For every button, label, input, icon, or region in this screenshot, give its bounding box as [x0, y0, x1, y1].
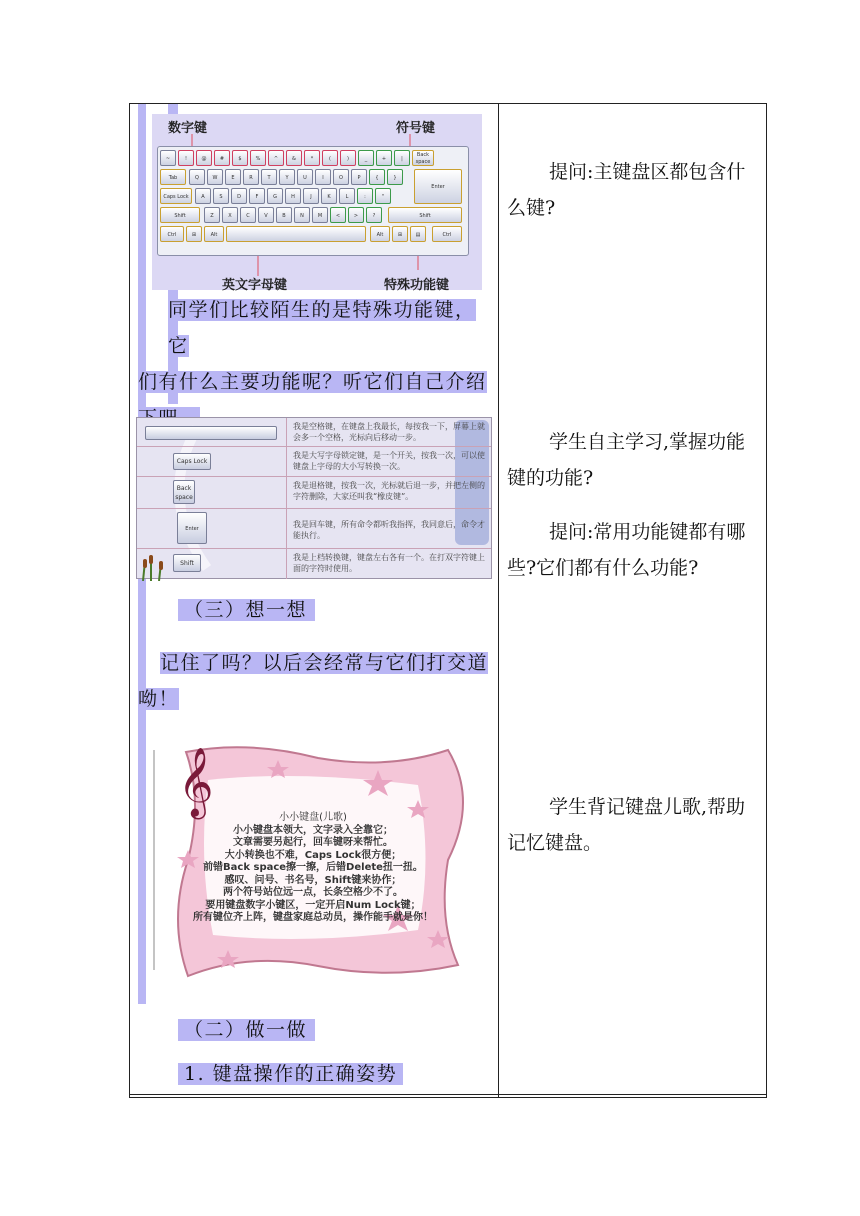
label-letter-keys: 英文字母键	[222, 278, 288, 293]
function-key-table-image	[136, 417, 492, 579]
key-cell	[137, 447, 287, 476]
text-line: 提问:主键盘区都包含什	[549, 161, 746, 183]
section-heading: （三）想一想	[178, 599, 315, 621]
keyboard-song-image	[148, 740, 468, 985]
left-cell	[130, 104, 498, 1097]
key: U	[297, 169, 313, 185]
function-key-row	[137, 548, 491, 579]
text-line: 么键?	[507, 197, 556, 219]
text-line: 些?它们都有什么功能?	[507, 557, 699, 579]
key: Alt	[370, 226, 390, 242]
svg-text:𝄞: 𝄞	[178, 747, 214, 817]
reminder-paragraph	[138, 645, 494, 717]
key: Ctrl	[160, 226, 184, 242]
text-line: 提问:常用功能键都有哪	[549, 521, 746, 543]
key: Z	[204, 207, 220, 223]
key: D	[231, 188, 247, 204]
key: W	[207, 169, 223, 185]
key: _	[358, 150, 374, 166]
key: C	[240, 207, 256, 223]
teacher-question-2	[507, 514, 759, 586]
key: <	[330, 207, 346, 223]
key: ^	[268, 150, 284, 166]
label-special-keys: 特殊功能键	[384, 278, 450, 293]
function-key-desc: 我是大写字母锁定键，是一个开关，按我一次，可以使键盘上字母的大小写转换一次。	[293, 451, 485, 471]
key: Caps Lock	[160, 188, 192, 204]
key: }	[387, 169, 403, 185]
backspace-key: Back space	[173, 480, 195, 504]
key: :	[357, 188, 373, 204]
section-two	[178, 1012, 315, 1048]
key: Enter	[414, 169, 462, 204]
key: )	[340, 150, 356, 166]
key: Alt	[204, 226, 224, 242]
text-line: 学生自主学习,掌握功能	[549, 431, 746, 453]
key: E	[225, 169, 241, 185]
teacher-question-1	[507, 154, 759, 226]
lesson-table	[129, 103, 767, 1098]
key: R	[243, 169, 259, 185]
windows-key-icon: ⊞	[392, 226, 408, 242]
keyboard-board	[157, 146, 469, 256]
paragraph-line: 记住了吗？以后会经常与它们打交道	[160, 652, 489, 674]
key: Y	[279, 169, 295, 185]
shift-key: Shift	[173, 554, 201, 572]
key: J	[303, 188, 319, 204]
key: Q	[189, 169, 205, 185]
cattail-plant-icon	[139, 551, 169, 581]
key: +	[376, 150, 392, 166]
key: K	[321, 188, 337, 204]
paragraph-line: 们有什么主要功能呢？听它们自己介绍	[138, 371, 487, 393]
label-number-keys: 数字键	[168, 121, 208, 136]
key: Shift	[388, 207, 462, 223]
key-cell	[137, 477, 287, 508]
key: L	[339, 188, 355, 204]
key: T	[261, 169, 277, 185]
key: O	[333, 169, 349, 185]
key: Ctrl	[432, 226, 462, 242]
key-cell	[137, 549, 287, 579]
menu-key-icon: ▤	[410, 226, 426, 242]
right-cell	[499, 104, 767, 1097]
key: Tab	[160, 169, 186, 185]
key: *	[304, 150, 320, 166]
function-key-row	[137, 508, 491, 548]
poem-title: 小小键盘(儿歌)	[279, 812, 347, 823]
key: #	[214, 150, 230, 166]
key: %	[250, 150, 266, 166]
key: P	[351, 169, 367, 185]
paragraph-line: 呦！	[138, 688, 180, 710]
key: ~	[160, 150, 176, 166]
function-key-row	[137, 446, 491, 476]
section-heading: （二）做一做	[178, 1019, 315, 1041]
key: B	[276, 207, 292, 223]
key: X	[222, 207, 238, 223]
key: I	[315, 169, 331, 185]
poem-line: 大小转换也不难，Caps Lock很方便；	[224, 849, 402, 861]
space-key	[145, 426, 277, 440]
windows-key-icon: ⊞	[186, 226, 202, 242]
list-item: 1. 键盘操作的正确姿势	[178, 1063, 403, 1085]
text-line: 记忆键盘。	[507, 832, 603, 854]
poem-line: 要用键盘数字小键区，一定开启Num Lock键；	[205, 899, 421, 911]
key: H	[285, 188, 301, 204]
item-one	[178, 1056, 403, 1092]
function-key-desc: 我是回车键，所有命令都听我指挥，我同意后，命令才能执行。	[293, 520, 485, 540]
student-activity-2	[507, 789, 759, 861]
key: N	[294, 207, 310, 223]
paragraph-line: 同学们比较陌生的是特殊功能键，它	[168, 299, 476, 357]
function-key-desc: 我是退格键，按我一次，光标就后退一步，并把左侧的字符删除，大家还叫我“橡皮键”。	[293, 481, 485, 501]
poem-line: 所有键位齐上阵，键盘家庭总动员，操作能手就是你！	[193, 912, 433, 923]
key: {	[369, 169, 385, 185]
key: G	[267, 188, 283, 204]
function-key-desc: 我是上档转换键，键盘左右各有一个。在打双字符键上面的字符时使用。	[293, 553, 485, 573]
poem-line: 两个符号站位远一点，长条空格少不了。	[223, 887, 403, 898]
key: Back space	[412, 150, 434, 166]
key: S	[213, 188, 229, 204]
section-three	[178, 592, 315, 628]
key: (	[322, 150, 338, 166]
key: M	[312, 207, 328, 223]
poem-line: 感叹、问号、书名号，Shift键来协作；	[224, 874, 402, 886]
space-key	[226, 226, 366, 242]
key-cell	[137, 509, 287, 548]
key: V	[258, 207, 274, 223]
text-line: 学生背记键盘儿歌,帮助	[549, 796, 746, 818]
function-key-desc: 我是空格键，在键盘上我最长，每按我一下，屏幕上就会多一个空格，光标向后移动一步。	[293, 422, 485, 442]
function-key-row	[137, 418, 491, 446]
function-key-row	[137, 476, 491, 508]
key: @	[196, 150, 212, 166]
key-cell	[137, 418, 287, 446]
student-activity-1	[507, 424, 759, 496]
keyboard-diagram	[152, 114, 482, 293]
poem-text	[190, 812, 436, 925]
key: &	[286, 150, 302, 166]
key: !	[178, 150, 194, 166]
key: $	[232, 150, 248, 166]
intro-paragraph	[138, 292, 494, 436]
label-symbol-keys: 符号键	[396, 121, 436, 136]
key: A	[195, 188, 211, 204]
key: Shift	[160, 207, 200, 223]
enter-key: Enter	[177, 512, 207, 544]
poem-line: 小小键盘本领大，文字录入全靠它；	[233, 824, 393, 836]
caps-lock-key: Caps Lock	[173, 453, 211, 470]
poem-line: 文章需要另起行，回车键呀来帮忙。	[233, 837, 393, 848]
key: >	[348, 207, 364, 223]
key: ?	[366, 207, 382, 223]
poem-line: 前错Back space擦一擦，后错Delete扭一扭。	[203, 862, 423, 873]
text-line: 键的功能?	[507, 467, 594, 489]
key: F	[249, 188, 265, 204]
key: |	[394, 150, 410, 166]
key: "	[375, 188, 391, 204]
